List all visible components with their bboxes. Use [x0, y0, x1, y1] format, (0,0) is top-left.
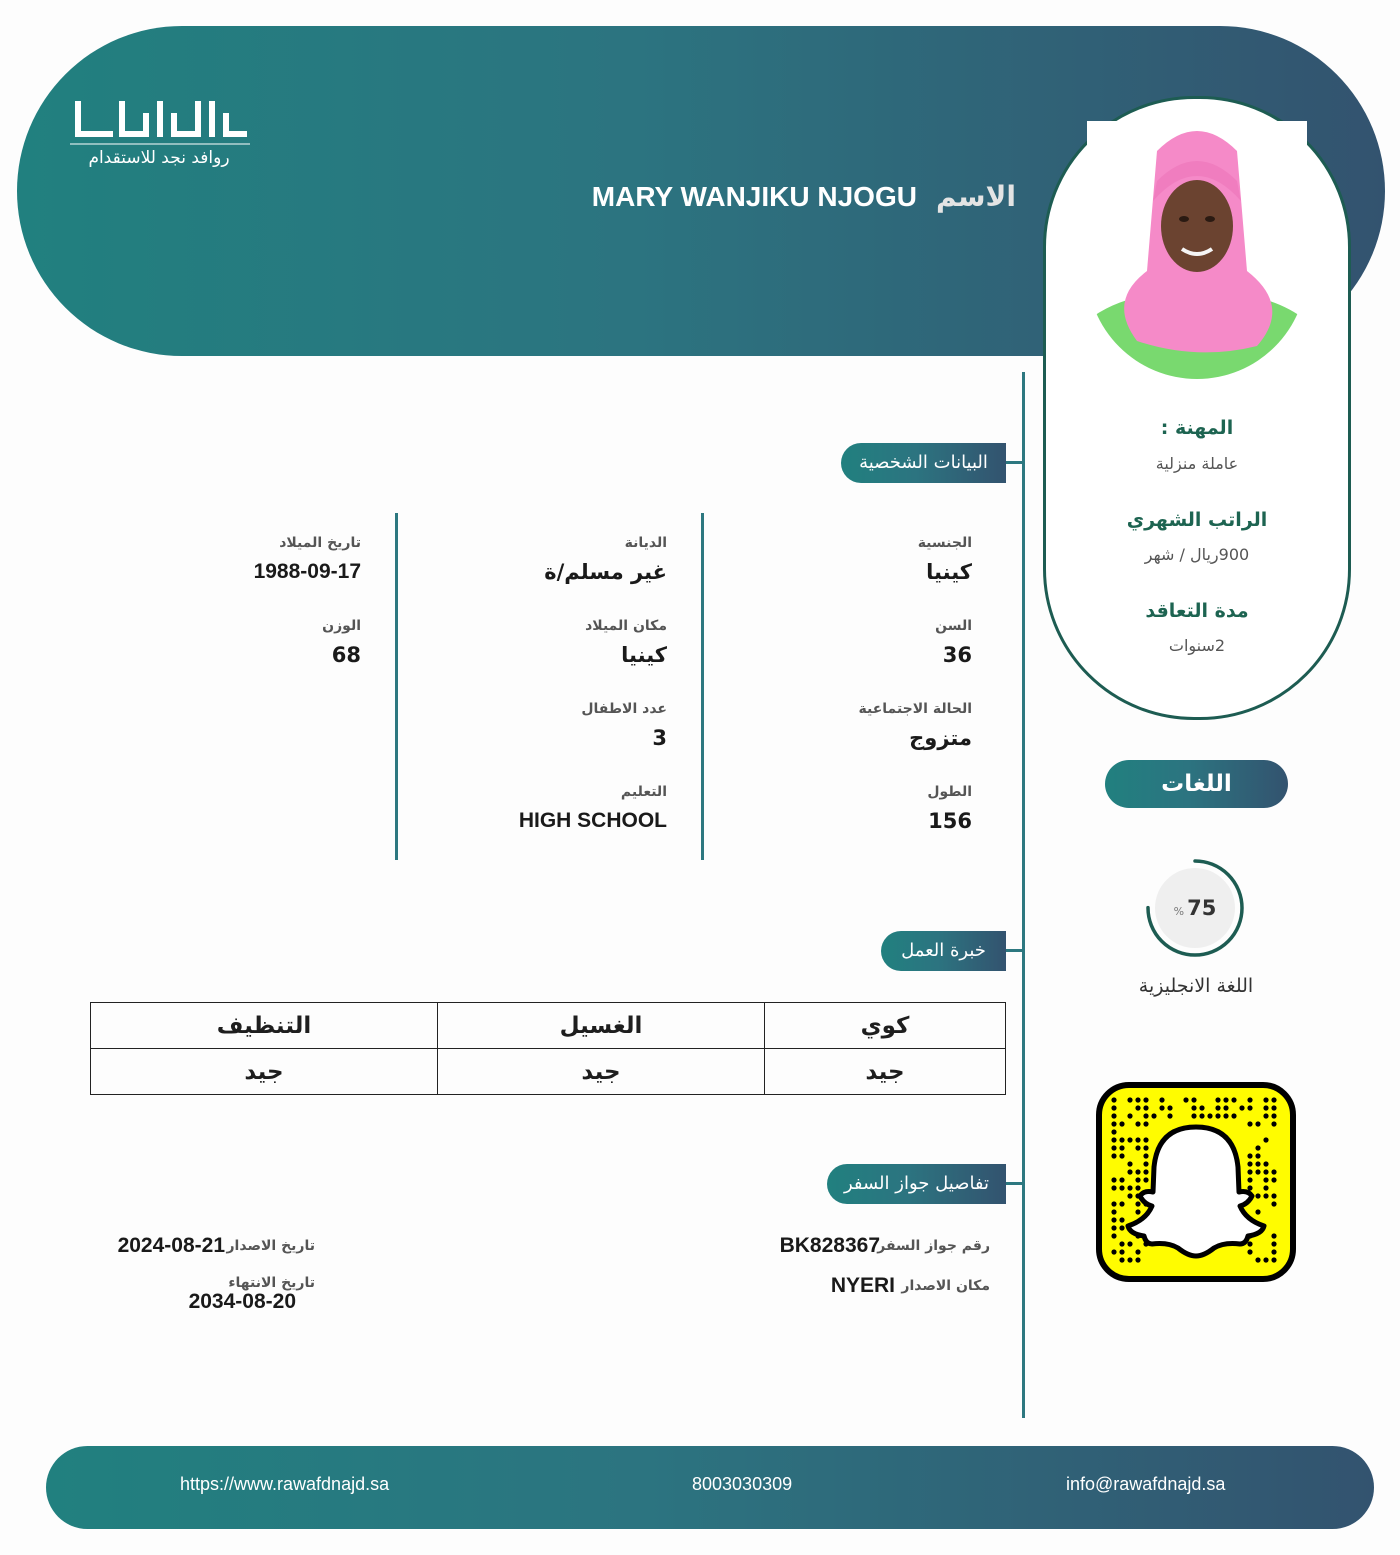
email-link[interactable]: info@rawafdnajd.sa: [1066, 1474, 1226, 1494]
snapcode-dot: [1135, 1185, 1140, 1190]
snapcode-dot: [1143, 1169, 1148, 1174]
table-row: [91, 1003, 1006, 1049]
snapcode-dot: [1271, 1249, 1276, 1254]
snapcode-dot: [1151, 1113, 1156, 1118]
passport-number-value: BK828367: [779, 1234, 880, 1257]
snapcode-dot: [1199, 1105, 1204, 1110]
snapcode-dot: [1135, 1137, 1140, 1142]
snapcode-dot: [1127, 1169, 1132, 1174]
snapcode-dot: [1135, 1169, 1140, 1174]
section-passport-title: تفاصيل جواز السفر: [827, 1164, 1006, 1204]
section-experience-title: خبرة العمل: [881, 931, 1006, 971]
snapcode-dot: [1143, 1177, 1148, 1182]
snapcode-dot: [1263, 1177, 1268, 1182]
snapcode-dot: [1247, 1153, 1252, 1158]
snapcode-dot: [1143, 1161, 1148, 1166]
column-divider: [395, 513, 398, 860]
timeline-line: [1022, 372, 1025, 1418]
snapcode-dot: [1247, 1105, 1252, 1110]
salary-value: 900ريال / شهر: [1144, 545, 1250, 564]
snapcode-dot: [1111, 1145, 1116, 1150]
phone-number[interactable]: 8003030309: [692, 1474, 793, 1494]
snapcode-dot: [1255, 1257, 1260, 1262]
snapcode-dot: [1119, 1257, 1124, 1262]
snapcode-dot: [1143, 1113, 1148, 1118]
snapcode-dot: [1143, 1121, 1148, 1126]
snapcode-dot: [1263, 1113, 1268, 1118]
snapcode-dot: [1119, 1217, 1124, 1222]
snapcode-dot: [1127, 1185, 1132, 1190]
table-row: [91, 1049, 1006, 1095]
snapcode-dot: [1263, 1185, 1268, 1190]
snapcode-dot: [1247, 1177, 1252, 1182]
marital-value: متزوج: [909, 726, 972, 750]
snapcode-dot: [1271, 1169, 1276, 1174]
snapcode-dot: [1255, 1169, 1260, 1174]
issue-date-value: 2024-08-21: [117, 1234, 225, 1257]
children-value: 3: [652, 726, 667, 750]
snapcode-dot: [1143, 1097, 1148, 1102]
skills-table: [90, 1002, 1006, 1095]
snapcode-dot: [1119, 1153, 1124, 1158]
timeline-tick: [1006, 461, 1024, 464]
snapcode-dot: [1263, 1137, 1268, 1142]
snapcode-dot: [1111, 1217, 1116, 1222]
snapcode-dot: [1247, 1249, 1252, 1254]
snapcode-dot: [1271, 1113, 1276, 1118]
snapcode-dot: [1135, 1209, 1140, 1214]
snapcode-dot: [1271, 1105, 1276, 1110]
snapcode-dot: [1247, 1097, 1252, 1102]
snapcode-dot: [1111, 1129, 1116, 1134]
snapcode-dot: [1127, 1193, 1132, 1198]
snapcode-dot: [1215, 1113, 1220, 1118]
snapcode-dot: [1135, 1201, 1140, 1206]
snapcode-dot: [1111, 1121, 1116, 1126]
snapcode-dot: [1111, 1209, 1116, 1214]
birthdate-value: 1988-09-17: [253, 560, 361, 583]
snapcode-dot: [1247, 1121, 1252, 1126]
profile-card: [1043, 96, 1351, 720]
snapcode-dot: [1135, 1145, 1140, 1150]
snapcode-dot: [1111, 1105, 1116, 1110]
snapcode-dot: [1263, 1193, 1268, 1198]
snapcode-dot: [1111, 1249, 1116, 1254]
snapcode-dot: [1111, 1185, 1116, 1190]
snapcode-dot: [1271, 1233, 1276, 1238]
snapcode-dot: [1271, 1121, 1276, 1126]
issue-date-label: تاريخ الاصدار: [226, 1238, 315, 1254]
snapcode-dot: [1231, 1097, 1236, 1102]
expiry-date-value: 2034-08-20: [188, 1290, 296, 1313]
name-label: الاسم: [936, 180, 1016, 213]
snapcode-dot: [1223, 1113, 1228, 1118]
percent-value: 75: [1187, 896, 1217, 920]
snapcode-dot: [1191, 1097, 1196, 1102]
profession-label: المهنة :: [1160, 417, 1234, 439]
nationality-label: الجنسية: [917, 535, 972, 551]
snapcode-dot: [1127, 1113, 1132, 1118]
snapcode-dot: [1271, 1097, 1276, 1102]
snapcode-dot: [1119, 1201, 1124, 1206]
passport-number-label: رقم جواز السفر: [877, 1238, 990, 1254]
snapcode-dot: [1263, 1161, 1268, 1166]
nationality-value: كينيا: [926, 560, 972, 584]
snapcode-dot: [1215, 1097, 1220, 1102]
snapcode-dot: [1271, 1177, 1276, 1182]
section-personal-title: البيانات الشخصية: [841, 443, 1006, 483]
snapcode-dot: [1135, 1097, 1140, 1102]
weight-label: الوزن: [322, 618, 361, 634]
snapcode-dot: [1119, 1241, 1124, 1246]
snapcode-dot: [1111, 1225, 1116, 1230]
snapcode-dot: [1167, 1105, 1172, 1110]
age-label: السن: [935, 618, 972, 634]
snapcode-dot: [1111, 1097, 1116, 1102]
snapcode-dot: [1135, 1249, 1140, 1254]
snapcode-dot: [1119, 1185, 1124, 1190]
snapcode-dot: [1119, 1145, 1124, 1150]
snapcode-dot: [1111, 1137, 1116, 1142]
skill-level: جيد: [91, 1049, 438, 1095]
skill-level: جيد: [765, 1049, 1006, 1095]
language-name: اللغة الانجليزية: [1138, 975, 1254, 997]
snapcode-dot: [1263, 1257, 1268, 1262]
snapcode-dot: [1111, 1177, 1116, 1182]
snapcode-dot: [1127, 1097, 1132, 1102]
snapcode-dot: [1255, 1161, 1260, 1166]
snapcode-dot: [1183, 1097, 1188, 1102]
snapcode-dot: [1111, 1113, 1116, 1118]
education-value: HIGH SCHOOL: [518, 809, 667, 832]
expiry-date-label: تاريخ الانتهاء: [228, 1275, 315, 1291]
snapcode-dot: [1159, 1105, 1164, 1110]
snapcode-dot: [1159, 1097, 1164, 1102]
height-value: 156: [928, 809, 972, 833]
snapcode-dot: [1271, 1201, 1276, 1206]
snapcode-dot: [1111, 1233, 1116, 1238]
snapcode-dot: [1271, 1257, 1276, 1262]
snapcode-dot: [1215, 1105, 1220, 1110]
weight-value: 68: [331, 643, 361, 667]
snapcode-dot: [1119, 1177, 1124, 1182]
snapcode-dot: [1255, 1193, 1260, 1198]
contract-value: 2سنوات: [1168, 636, 1226, 655]
snapcode-dot: [1119, 1121, 1124, 1126]
religion-value: غير مسلم/ة: [544, 560, 667, 584]
age-value: 36: [942, 643, 972, 667]
issue-place-label: مكان الاصدار: [901, 1278, 990, 1294]
logo-wordmark: روافد نجد للاستقدام: [88, 148, 230, 168]
candidate-name-row: [592, 180, 1016, 213]
candidate-name: MARY WANJIKU NJOGU: [591, 181, 917, 212]
snapcode-dot: [1263, 1169, 1268, 1174]
snapcode-dot: [1127, 1241, 1132, 1246]
birthplace-value: كينيا: [621, 643, 667, 667]
snapcode-dot: [1271, 1193, 1276, 1198]
snapcode-dot: [1255, 1121, 1260, 1126]
skill-level: جيد: [438, 1049, 765, 1095]
snapcode-dot: [1143, 1145, 1148, 1150]
languages-title: اللغات: [1105, 760, 1288, 808]
snapcode-dot: [1223, 1097, 1228, 1102]
snapcode-dot: [1255, 1145, 1260, 1150]
snapcode-dot: [1135, 1105, 1140, 1110]
timeline-tick: [1006, 949, 1024, 952]
snapcode-dot: [1247, 1241, 1252, 1246]
snapcode-dot: [1135, 1177, 1140, 1182]
education-label: التعليم: [620, 784, 667, 800]
snapcode-dot: [1247, 1161, 1252, 1166]
candidate-photo: [1087, 121, 1307, 379]
snapcode-dot: [1119, 1137, 1124, 1142]
snapcode-dot: [1127, 1257, 1132, 1262]
snapcode-dot: [1207, 1113, 1212, 1118]
skill-header: الغسيل: [438, 1003, 765, 1049]
skill-header: التنظيف: [91, 1003, 438, 1049]
issue-place-value: NYERI: [830, 1274, 895, 1297]
snapcode-dot: [1143, 1153, 1148, 1158]
snapcode-dot: [1247, 1169, 1252, 1174]
profession-value: عاملة منزلية: [1155, 454, 1239, 473]
snapcode-dot: [1191, 1113, 1196, 1118]
contract-label: مدة التعاقد: [1145, 600, 1249, 622]
snapcode-dot: [1135, 1121, 1140, 1126]
marital-label: الحالة الاجتماعية: [858, 701, 972, 717]
website-link[interactable]: https://www.rawafdnajd.sa: [180, 1474, 390, 1494]
snapcode-dot: [1143, 1137, 1148, 1142]
snapcode-dot: [1223, 1105, 1228, 1110]
birthplace-label: مكان الميلاد: [585, 618, 667, 634]
snapcode-dot: [1255, 1153, 1260, 1158]
snapcode-qr[interactable]: [1096, 1082, 1296, 1282]
snapcode-dot: [1191, 1105, 1196, 1110]
percent-sign: %: [1173, 905, 1185, 918]
snapcode-dot: [1111, 1153, 1116, 1158]
snapcode-dot: [1231, 1113, 1236, 1118]
religion-label: الديانة: [624, 535, 667, 551]
snapcode-dot: [1143, 1105, 1148, 1110]
snapcode-dot: [1119, 1249, 1124, 1254]
timeline-tick: [1006, 1182, 1024, 1185]
snapcode-dot: [1135, 1257, 1140, 1262]
snapcode-dot: [1127, 1161, 1132, 1166]
snapcode-dot: [1255, 1209, 1260, 1214]
snapcode-dot: [1119, 1225, 1124, 1230]
snapcode-dot: [1271, 1241, 1276, 1246]
snapcode-dot: [1199, 1113, 1204, 1118]
snapcode-dot: [1263, 1105, 1268, 1110]
snapcode-dot: [1167, 1113, 1172, 1118]
snapcode-dot: [1127, 1137, 1132, 1142]
birthdate-label: تاريخ الميلاد: [279, 535, 361, 551]
snapcode-dot: [1239, 1105, 1244, 1110]
language-percent: [1155, 868, 1235, 948]
snapcode-dot: [1111, 1201, 1116, 1206]
column-divider: [701, 513, 704, 860]
skill-header: كوي: [765, 1003, 1006, 1049]
height-label: الطول: [927, 784, 972, 800]
salary-label: الراتب الشهري: [1126, 509, 1268, 531]
children-label: عدد الاطفال: [581, 701, 667, 717]
snapcode-dot: [1263, 1097, 1268, 1102]
